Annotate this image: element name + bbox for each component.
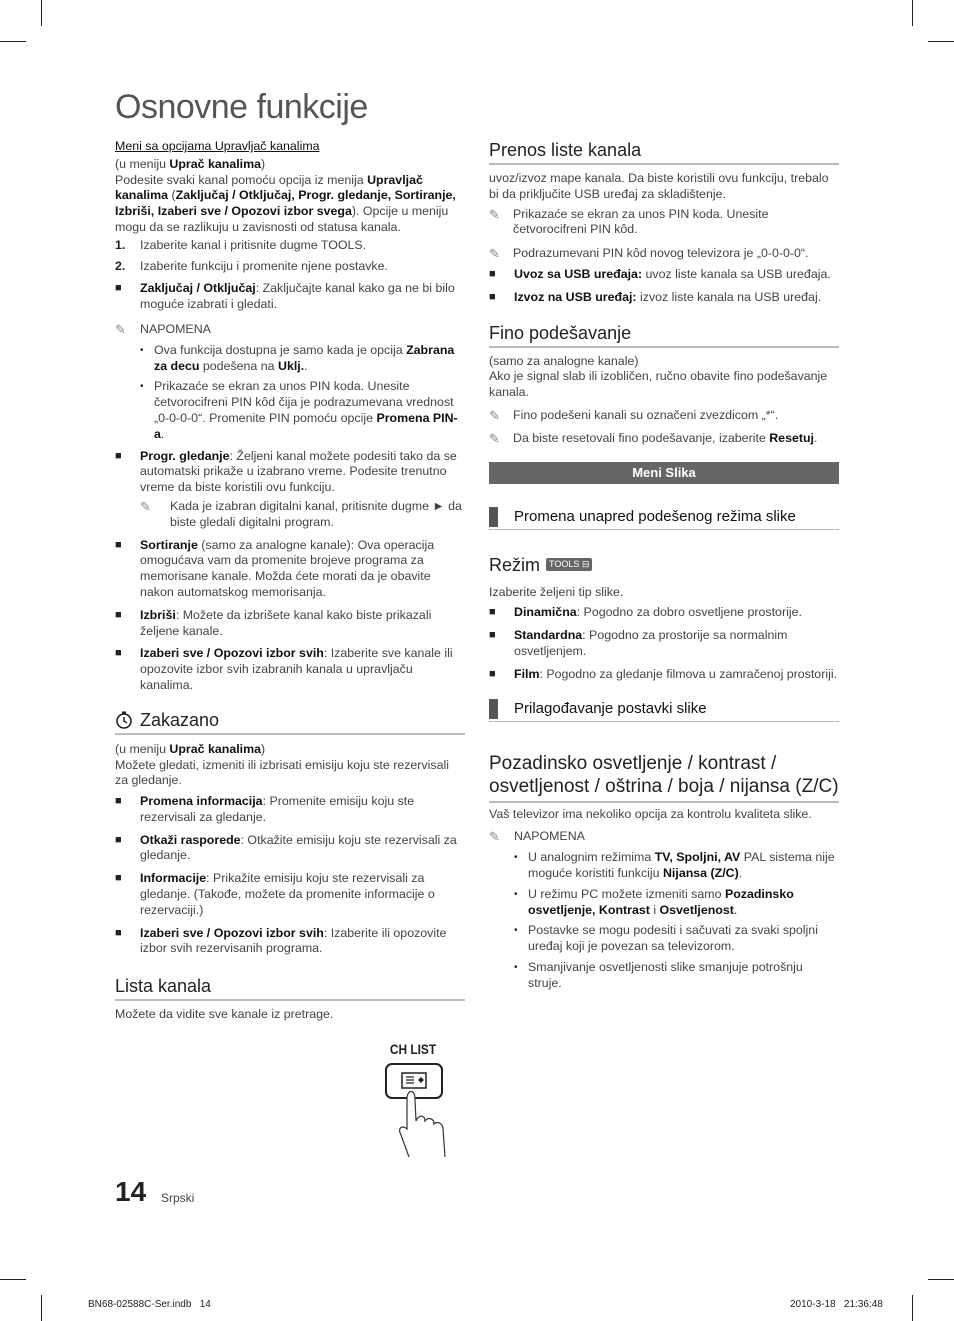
- dot-icon: •: [514, 888, 518, 900]
- square-bullet-icon: ■: [115, 282, 122, 295]
- ch-list-illustration: [383, 1041, 463, 1161]
- crop-mark: [928, 41, 954, 42]
- tools-icon: ⊟: [581, 559, 590, 570]
- subsection-heading-prilagodjavanje: Prilagođavanje postavki slike: [489, 699, 839, 722]
- tools-badge: TOOLS ⊟: [546, 558, 592, 571]
- square-bullet-icon: ■: [489, 267, 496, 280]
- fino-note: ✎ Fino podešeni kanali su označeni zvezdicom „*“.: [489, 407, 779, 423]
- menu-subtitle: (u meniju Uprač kanalima): [115, 156, 266, 171]
- square-bullet-icon: ■: [115, 872, 122, 885]
- subsection-heading-promena: Promena unapred podešenog režima slike: [489, 507, 839, 530]
- dot-icon: •: [514, 852, 518, 864]
- list-item: ■ Otkaži rasporede: Otkažite emisiju koju ste rezervisali za gledanje.: [115, 832, 457, 863]
- ch-list-label: CH LIST: [389, 1041, 437, 1057]
- note-bullet: • Postavke se mogu podesiti i sačuvati za svaki spoljni uređaj koji je povezan sa televizorom.: [514, 923, 818, 954]
- note-bullet: • Prikazaće se ekran za unos PIN koda. Unesite četvorocifreni PIN kôd čija je podrazumevana vrednost „0-0-0-0“. Promenite PIN pomoću opcije Promena PIN-a.: [140, 379, 458, 441]
- square-bullet-icon: ■: [489, 629, 496, 642]
- note-bullet: • U analognim režimima TV, Spoljni, AV PAL sistema nije moguće koristiti funkciju Nijansa (Z/C).: [514, 850, 835, 880]
- crop-mark: [912, 1295, 913, 1321]
- page-title: Osnovne funkcije: [115, 88, 368, 126]
- zakazano-intro: Možete gledati, izmeniti ili izbrisati emisiju koju ste rezervisali za gledanje.: [115, 757, 449, 788]
- list-item: ■ Promena informacija: Promenite emisiju koju ste rezervisali za gledanje.: [115, 794, 415, 824]
- imprint-file: BN68-02588C-Ser.indb 14: [88, 1299, 211, 1310]
- square-bullet-icon: ■: [489, 290, 496, 303]
- step-2: 2. Izaberite funkciju i promenite njene postavke.: [115, 258, 388, 273]
- pencil-note-icon: ✎: [489, 206, 500, 222]
- menu-heading: Meni sa opcijama Upravljač kanalima: [115, 139, 320, 153]
- hand-pressing-button-icon: [383, 1059, 463, 1159]
- list-item-prog: ■ Progr. gledanje: Željeni kanal možete podesiti tako da se automatski prikaže u izabrano vreme. Podesite trenutno vreme da biste koristili ovu funkciju.: [115, 448, 457, 495]
- list-item-uvoz: ■ Uvoz sa USB uređaja: uvoz liste kanala sa USB uređaja.: [489, 266, 831, 281]
- list-item-sort: ■ Sortiranje (samo za analogne kanale): Ova operacija omogućava vam da promenite brojeve programa za memorisane kanale. Možda ćete morati da je obavite nakon automatskog memorisanja.: [115, 537, 435, 599]
- lista-text: Možete da vidite sve kanale iz pretrage.: [115, 1007, 334, 1022]
- language-label: Srpski: [161, 1191, 195, 1205]
- right-column: [489, 139, 839, 992]
- left-column: [115, 139, 465, 1023]
- list-item: ■ Izaberi sve / Opozovi izbor svih: Izaberite ili opozovite izbor svih rezervisanih programa.: [115, 925, 447, 956]
- pencil-note-icon: ✎: [489, 829, 500, 845]
- prenos-text: uvoz/izvoz mape kanala. Da biste koristili ovu funkciju, trebalo bi da priključite USB uređaj za skladištenje.: [489, 171, 829, 201]
- page-number: 14: [115, 1176, 147, 1207]
- pencil-note-icon: ✎: [489, 430, 500, 446]
- fino-subtitle: (samo za analogne kanale): [489, 353, 639, 368]
- section-heading-prenos: Prenos liste kanala: [489, 139, 839, 165]
- crop-mark: [41, 1295, 42, 1321]
- section-marker-icon: [489, 507, 498, 527]
- fino-note: ✎ Da biste resetovali fino podešavanje, izaberite Resetuj.: [489, 430, 818, 446]
- dot-icon: •: [140, 381, 144, 393]
- pozadinsko-intro: Vaš televizor ima nekoliko opcija za kontrolu kvaliteta slike.: [489, 806, 812, 821]
- note-header: ✎ NAPOMENA: [115, 321, 211, 337]
- rezim-intro: Izaberite željeni tip slike.: [489, 584, 624, 599]
- section-heading-rezim: Režim TOOLS ⊟: [489, 554, 839, 578]
- note-bullet: • Smanjivanje osvetljenosti slike smanjuje potrošnju struje.: [514, 959, 803, 990]
- pencil-note-icon: ✎: [140, 498, 151, 514]
- crop-mark: [912, 0, 913, 26]
- dot-icon: •: [514, 925, 518, 937]
- square-bullet-icon: ■: [115, 608, 122, 621]
- note-bullet: • U režimu PC možete izmeniti samo Pozadinsko osvetljenje, Kontrast i Osvetljenost.: [514, 886, 794, 917]
- crop-mark: [928, 1279, 954, 1280]
- fino-text: Ako je signal slab ili izobličen, ručno obavite fino podešavanje kanala.: [489, 369, 828, 400]
- list-item: ■ Informacije: Prikažite emisiju koju ste rezervisali za gledanje. (Takođe, možete da promenite informacije o rezervaciji.): [115, 871, 435, 917]
- note-header: ✎ NAPOMENA: [489, 829, 585, 845]
- section-heading-zakazano: Zakazano: [115, 709, 465, 735]
- pencil-note-icon: ✎: [489, 246, 500, 262]
- square-bullet-icon: ■: [115, 833, 122, 846]
- menu-intro: Podesite svaki kanal pomoću opcija iz menija Upravljač kanalima (Zaključaj / Otključaj, Progr. gledanje, Sortiranje, Izbriši, Izaberi sve / Opozovi izbor svega). Opcije u meniju mogu da se razlikuju u zavisnosti od statusa kanala.: [115, 172, 456, 234]
- crop-mark: [0, 1279, 26, 1280]
- section-marker-icon: [489, 699, 498, 719]
- square-bullet-icon: ■: [489, 606, 496, 619]
- section-heading-fino: Fino podešavanje: [489, 322, 839, 348]
- clock-icon: [115, 711, 133, 729]
- section-heading-pozadinsko: Pozadinsko osvetljenje / kontrast / osvetljenost / oštrina / boja / nijansa (Z/C): [489, 752, 839, 803]
- dot-icon: •: [140, 344, 144, 356]
- note-bullet: • Ova funkcija dostupna je samo kada je opcija Zabrana za decu podešena na Uklj..: [140, 342, 455, 373]
- square-bullet-icon: ■: [115, 647, 122, 660]
- crop-mark: [41, 0, 42, 26]
- square-bullet-icon: ■: [489, 667, 496, 680]
- pencil-note-icon: ✎: [489, 407, 500, 423]
- list-item-delete: ■ Izbriši: Možete da izbrišete kanal kako biste prikazali željene kanale.: [115, 607, 432, 638]
- square-bullet-icon: ■: [115, 449, 122, 462]
- imprint-date: 2010-3-18 21:36:48: [790, 1299, 883, 1310]
- step-1: 1. Izaberite kanal i pritisnite dugme TOOLS.: [115, 237, 367, 252]
- list-item-lock: ■ Zaključaj / Otključaj: Zaključajte kanal kako ga ne bi bilo moguće izabrati i gledati.: [115, 281, 455, 312]
- list-item-dinamicna: ■ Dinamična: Pogodno za dobro osvetljene prostorije.: [489, 605, 802, 620]
- crop-mark: [0, 41, 26, 42]
- zakazano-subtitle: (u meniju Uprač kanalima): [115, 741, 266, 756]
- prenos-note: ✎ Podrazumevani PIN kôd novog televizora je „0-0-0-0“.: [489, 246, 809, 262]
- square-bullet-icon: ■: [115, 926, 122, 939]
- menu-bar-slika: Meni Slika: [489, 462, 839, 484]
- section-heading-lista: Lista kanala: [115, 975, 465, 1001]
- list-item-standardna: ■ Standardna: Pogodno za prostorije sa normalnim osvetljenjem.: [489, 628, 788, 658]
- square-bullet-icon: ■: [115, 538, 122, 551]
- dot-icon: •: [514, 961, 518, 973]
- prog-note: ✎ Kada je izabran digitalni kanal, pritisnite dugme ► da biste gledali digitalni program.: [140, 498, 462, 529]
- square-bullet-icon: ■: [115, 795, 122, 808]
- prenos-note: ✎ Prikazaće se ekran za unos PIN koda. Unesite četvorocifreni PIN kôd.: [489, 206, 769, 237]
- list-item-izvoz: ■ Izvoz na USB uređaj: izvoz liste kanala na USB uređaj.: [489, 289, 822, 304]
- list-item-film: ■ Film: Pogodno za gledanje filmova u zamračenoj prostoriji.: [489, 666, 838, 681]
- pencil-note-icon: ✎: [115, 321, 126, 337]
- list-item-select-all: ■ Izaberi sve / Opozovi izbor svih: Izaberite sve kanale ili opozovite izbor svih izabranih kanala u upravljaču kanalima.: [115, 646, 453, 692]
